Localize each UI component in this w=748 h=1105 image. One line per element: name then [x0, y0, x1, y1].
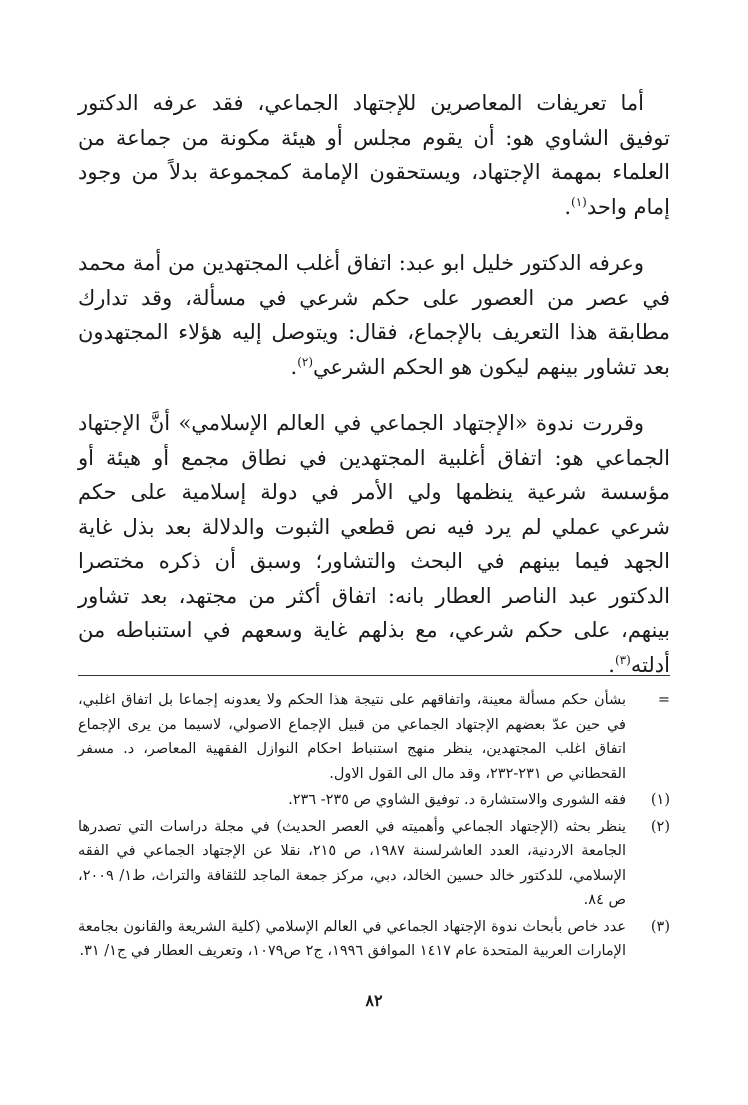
paragraph-1 [78, 86, 670, 224]
footnote-text: ينظر بحثه (الإجتهاد الجماعي وأهميته في العصر الحديث) في مجلة دراسات التي تصدرها الجامعة الاردنية، العدد العاشرلسنة ١٩٨٧، ص ٢١٥، نقلا عن الإجتهاد الجماعي في الفقه الإسلامي، للدكتور خالد حسين الخالد، دبي، مركز جمعة الماجد للثقافة والتراث، ط١/ ٢٠٠٩، ص ٨٤. [78, 818, 626, 908]
footnote-marker: (٣) [650, 918, 670, 935]
paragraph-text: وعرفه الدكتور خليل ابو عبد: اتفاق أغلب المجتهدين من أمة محمد في عصر من العصور على حكم شرعي في مسألة، وقد تدارك مطابقة هذا التعريف بالإجماع، فقال: ويتوصل إليه هؤلاء المجتهدون بعد تشاور بينهم ليكون هو الحكم الشرعي [78, 251, 670, 379]
footnote-ref[interactable]: (١) [571, 194, 587, 209]
footnote-text: عدد خاص بأبحاث ندوة الإجتهاد الجماعي في العالم الإسلامي (كلية الشريعة والقانون بجامعة الإمارات العربية المتحدة عام ١٤١٧ الموافق ١٩٩٦، ج٢ ص١٠٧٩، وتعريف العطار في ج١/ ٣١. [78, 918, 626, 959]
footnote-marker: (١) [650, 792, 670, 808]
footnote-item [78, 688, 670, 786]
footnote-text: فقه الشورى والاستشارة د. توفيق الشاوي ص ٢٣٥- ٢٣٦. [288, 792, 626, 808]
paragraph-end: . [564, 194, 572, 219]
footnote-item [78, 915, 670, 964]
footnote-text: بشأن حكم مسألة معينة، واتفاقهم على نتيجة هذا الحكم ولا يعدونه إجماعا بل اتفاق اغلبي، في حين عدّ بعضهم الإجتهاد الجماعي من قبيل الإجماع الاصولي، لاسيما من يرى الإجماع اتفاق اغلب المجتهدين، ينظر منهج استنباط احكام النوازل الفقهية المعاصر، د. مسفر القحطاني ص ٢٣١-٢٣٢، وقد مال الى القول الاول. [78, 692, 626, 782]
footnotes [78, 688, 670, 966]
footnote-item [78, 788, 670, 813]
footnote-marker: (٢) [650, 818, 670, 835]
footnote-item [78, 815, 670, 913]
main-text [78, 86, 670, 682]
paragraph-text: أما تعريفات المعاصرين للإجتهاد الجماعي، فقد عرفه الدكتور توفيق الشاوي هو: أن يقوم مجلس أو هيئة مكونة من جماعة من العلماء بمهمة الإجتهاد، ويستحقون الإمامة كمجموعة بدلاً من وجود إمام واحد [78, 91, 670, 219]
footnote-divider [78, 675, 670, 676]
paragraph-end: . [290, 354, 298, 379]
paragraph-text: وقررت ندوة «الإجتهاد الجماعي في العالم الإسلامي» أنَّ الإجتهاد الجماعي هو: اتفاق أغلبية المجتهدين في نطاق مجمع أو هيئة أو مؤسسة شرعية ينظمها ولي الأمر في دولة إسلامية على حكم شرعي عملي لم يرد فيه نص قطعي الثبوت والدلالة بعد بذل غاية الجهد فيما بينهم في البحث والتشاور؛ وسبق أن ذكره مختصرا الدكتور عبد الناصر العطار بانه: اتفاق أكثر من مجتهد، بعد تشاور بينهم، على حكم شرعي، مع بذلهم غاية وسعهم في استنباطه من أدلته [78, 411, 670, 677]
footnote-ref[interactable]: (٣) [614, 652, 631, 667]
paragraph-2 [78, 246, 670, 384]
footnote-marker: = [657, 692, 670, 708]
paragraph-3 [78, 406, 670, 682]
book-page [78, 86, 670, 1105]
footnote-ref[interactable]: (٢) [297, 354, 314, 369]
page-number: ٨٢ [365, 991, 383, 1010]
paragraph-end: . [608, 652, 615, 677]
